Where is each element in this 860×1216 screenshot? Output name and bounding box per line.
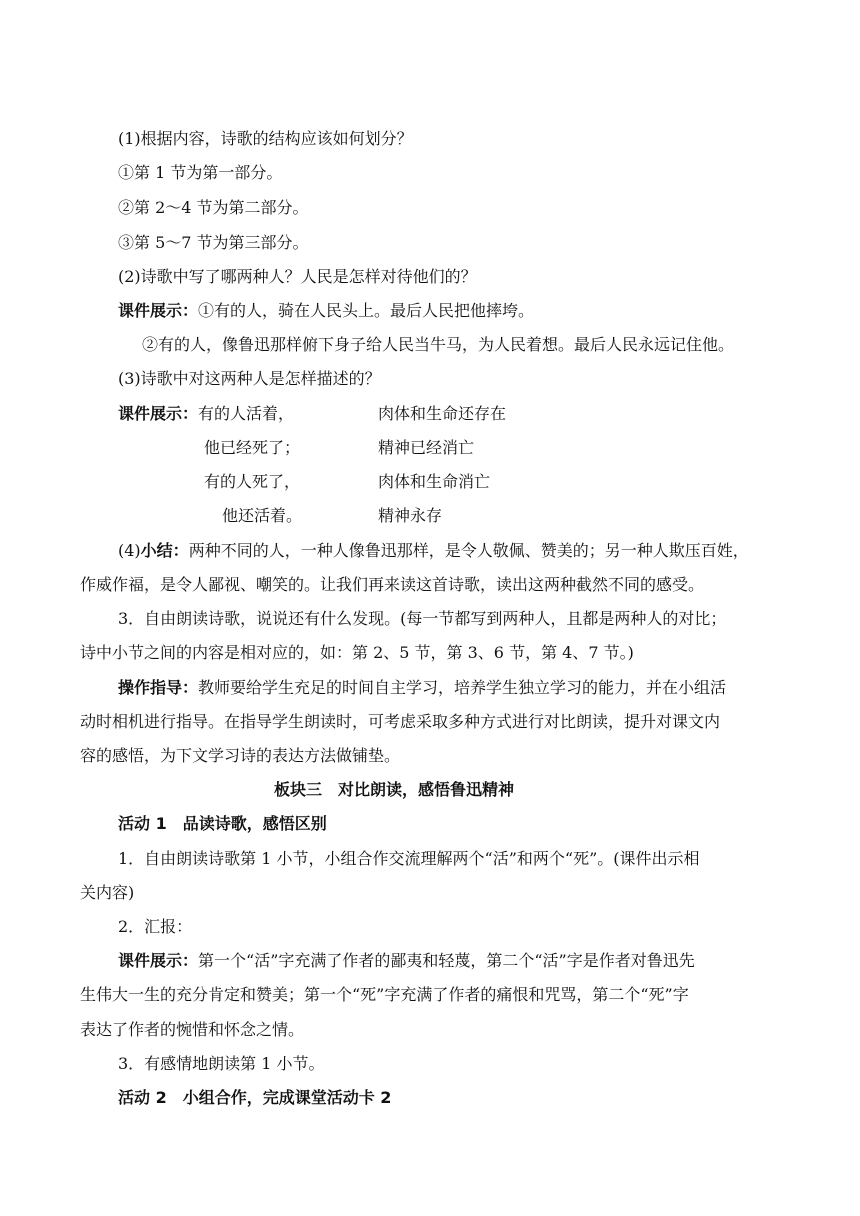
question-1: (1)根据内容，诗歌的结构应该如何划分？ bbox=[118, 129, 413, 148]
poem-line-1-right: 肉体和生命还存在 bbox=[378, 404, 507, 423]
summary-text-1: 两种不同的人，一种人像鲁迅那样，是令人敬佩、赞美的；另一种人欺压百姓， bbox=[188, 541, 749, 560]
poem-line-2-right: 精神已经消亡 bbox=[378, 438, 475, 457]
question-3: (3)诗歌中对这两种人是怎样描述的？ bbox=[118, 369, 381, 388]
guide-line-1 bbox=[118, 677, 726, 699]
guide-label: 操作指导： bbox=[118, 678, 199, 697]
poem-line-4-left: 他还活着。 bbox=[222, 506, 303, 525]
paragraph-3-line-1: 3．自由朗读诗歌，说说还有什么发现。(每一节都写到两种人，且都是两种人的对比； bbox=[118, 609, 727, 628]
activity-1-item-1-line-1: 1．自由朗读诗歌第 1 小节，小组合作交流理解两个“活”和两个“死”。(课件出示相 bbox=[118, 849, 700, 868]
poem-line-1-left: 有的人活着， bbox=[198, 404, 295, 423]
activity-1-item-3: 3．有感情地朗读第 1 小节。 bbox=[118, 1054, 325, 1073]
poem-line-2-left: 他已经死了； bbox=[204, 438, 301, 457]
guide-line-3: 容的感悟，为下文学习诗的表达方法做铺垫。 bbox=[80, 746, 401, 765]
activity-1-item-1-line-2: 关内容) bbox=[80, 883, 135, 902]
answer-1-3: ③第 5～7 节为第三部分。 bbox=[118, 233, 309, 252]
summary-prefix: (4) bbox=[118, 541, 141, 560]
summary-line-1 bbox=[118, 540, 749, 562]
activity-1-show-line-2: 生伟大一生的充分肯定和赞美；第一个“死”字充满了作者的痛恨和咒骂，第二个“死”字 bbox=[80, 985, 689, 1004]
poem-line-4-right: 精神永存 bbox=[378, 506, 443, 525]
activity-2-heading: 活动 2 小组合作，完成课堂活动卡 2 bbox=[118, 1088, 392, 1107]
activity-1-heading: 活动 1 品读诗歌，感悟区别 bbox=[118, 814, 327, 833]
activity-1-show-text-1: 第一个“活”字充满了作者的鄙夷和轻蔑，第二个“活”字是作者对鲁迅先 bbox=[198, 951, 695, 970]
answer-2-2: ②有的人，像鲁迅那样俯下身子给人民当牛马，为人民着想。最后人民永远记住他。 bbox=[142, 335, 735, 354]
question-2: (2)诗歌中写了哪两种人？人民是怎样对待他们的？ bbox=[118, 267, 477, 286]
guide-text-1: 教师要给学生充足的时间自主学习，培养学生独立学习的能力，并在小组活 bbox=[198, 678, 727, 697]
guide-line-2: 动时相机进行指导。在指导学生朗读时，可考虑采取多种方式进行对比朗读，提升对课文内 bbox=[80, 712, 721, 731]
summary-label: 小结： bbox=[140, 541, 189, 560]
poem-line-3-left: 有的人死了， bbox=[204, 472, 301, 491]
paragraph-3-line-2: 诗中小节之间的内容是相对应的，如：第 2、5 节，第 3、6 节，第 4、7 节。) bbox=[80, 643, 634, 662]
activity-1-show-line-1 bbox=[118, 950, 695, 972]
section-3-heading: 板块三 对比朗读，感悟鲁迅精神 bbox=[274, 780, 515, 799]
answer-1-2: ②第 2～4 节为第二部分。 bbox=[118, 198, 309, 217]
show-label: 课件展示： bbox=[118, 301, 199, 320]
show-label: 课件展示： bbox=[118, 951, 199, 970]
answer-1-1: ①第 1 节为第一部分。 bbox=[118, 163, 283, 182]
answer-2-1: ①有的人，骑在人民头上。最后人民把他摔垮。 bbox=[198, 301, 535, 320]
activity-1-item-2: 2．汇报： bbox=[118, 917, 193, 936]
summary-line-2: 作威作福，是令人鄙视、嘲笑的。让我们再来读这首诗歌，读出这两种截然不同的感受。 bbox=[80, 575, 705, 594]
answer-2-1-line bbox=[118, 300, 534, 322]
poem-line-3-right: 肉体和生命消亡 bbox=[378, 472, 491, 491]
poem-show-line bbox=[118, 403, 294, 425]
show-label: 课件展示： bbox=[118, 404, 199, 423]
activity-1-show-line-3: 表达了作者的惋惜和怀念之情。 bbox=[80, 1020, 305, 1039]
